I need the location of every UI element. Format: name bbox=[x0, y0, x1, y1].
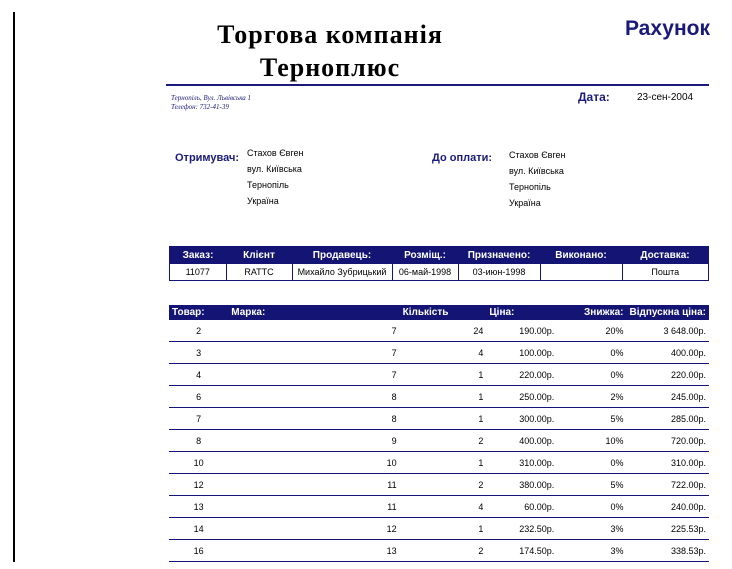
item-brand-cell: 8 bbox=[228, 408, 399, 430]
order-header-row bbox=[170, 247, 709, 264]
recipient-line: Стахов Євген bbox=[247, 148, 304, 158]
order-cell: 03-июн-1998 bbox=[458, 264, 540, 281]
item-row bbox=[169, 408, 709, 430]
order-cell: Пошта bbox=[622, 264, 709, 281]
item-brand-cell: 13 bbox=[228, 540, 399, 562]
item-total-cell: 240.00р. bbox=[626, 496, 709, 518]
order-cell bbox=[540, 264, 622, 281]
order-col-header: Продавець: bbox=[292, 247, 392, 264]
item-discount-cell: 0% bbox=[557, 342, 626, 364]
address-line: Тернопіль, Вул. Львівська 1 bbox=[171, 94, 252, 102]
item-brand-cell: 12 bbox=[228, 518, 399, 540]
item-qty-cell: 4 bbox=[400, 496, 487, 518]
items-col-header: Марка: bbox=[228, 305, 399, 320]
item-product-cell: 2 bbox=[169, 320, 228, 342]
item-price-cell: 174.50р. bbox=[486, 540, 557, 562]
payer-line: Стахов Євген bbox=[509, 150, 566, 160]
item-total-cell: 220.00р. bbox=[626, 364, 709, 386]
document-title: Рахунок bbox=[624, 17, 710, 40]
recipient-line: Тернопіль bbox=[247, 180, 289, 190]
item-row bbox=[169, 430, 709, 452]
item-price-cell: 220.00р. bbox=[486, 364, 557, 386]
item-discount-cell: 3% bbox=[557, 518, 626, 540]
item-discount-cell: 3% bbox=[557, 540, 626, 562]
item-product-cell: 3 bbox=[169, 342, 228, 364]
order-cell: RATTC bbox=[226, 264, 292, 281]
item-total-cell: 225.53р. bbox=[626, 518, 709, 540]
item-product-cell: 12 bbox=[169, 474, 228, 496]
item-price-cell: 60.00р. bbox=[486, 496, 557, 518]
recipient-label: Отримувач: bbox=[175, 152, 240, 164]
item-brand-cell: 7 bbox=[228, 342, 399, 364]
item-brand-cell: 7 bbox=[228, 320, 399, 342]
item-discount-cell: 10% bbox=[557, 430, 626, 452]
item-price-cell: 400.00р. bbox=[486, 430, 557, 452]
payer-label: До оплати: bbox=[432, 152, 493, 164]
item-total-cell: 338.53р. bbox=[626, 540, 709, 562]
payer-address bbox=[509, 147, 566, 211]
items-col-header: Кількість bbox=[400, 305, 487, 320]
date-value: 23-сен-2004 bbox=[637, 92, 694, 103]
payer-line: Україна bbox=[509, 198, 541, 208]
item-qty-cell: 2 bbox=[400, 430, 487, 452]
item-row bbox=[169, 518, 709, 540]
item-qty-cell: 2 bbox=[400, 540, 487, 562]
company-name-line1: Торгова компанія bbox=[217, 20, 443, 49]
item-qty-cell: 1 bbox=[400, 386, 487, 408]
order-col-header: Виконано: bbox=[540, 247, 622, 264]
item-price-cell: 300.00р. bbox=[486, 408, 557, 430]
order-col-header: Клієнт bbox=[226, 247, 292, 264]
recipient-address bbox=[247, 145, 304, 209]
items-body bbox=[169, 320, 709, 562]
items-col-header: Ціна: bbox=[486, 305, 557, 320]
item-product-cell: 6 bbox=[169, 386, 228, 408]
item-discount-cell: 5% bbox=[557, 474, 626, 496]
item-discount-cell: 2% bbox=[557, 386, 626, 408]
item-price-cell: 100.00р. bbox=[486, 342, 557, 364]
item-price-cell: 380.00р. bbox=[486, 474, 557, 496]
company-name bbox=[165, 18, 495, 84]
item-total-cell: 245.00р. bbox=[626, 386, 709, 408]
item-total-cell: 400.00р. bbox=[626, 342, 709, 364]
item-brand-cell: 7 bbox=[228, 364, 399, 386]
payer-line: вул. Київська bbox=[509, 166, 564, 176]
payer-line: Тернопіль bbox=[509, 182, 551, 192]
item-brand-cell: 11 bbox=[228, 474, 399, 496]
item-row bbox=[169, 496, 709, 518]
item-row bbox=[169, 474, 709, 496]
header-divider bbox=[166, 84, 709, 86]
item-qty-cell: 1 bbox=[400, 518, 487, 540]
item-price-cell: 232.50р. bbox=[486, 518, 557, 540]
item-price-cell: 310.00р. bbox=[486, 452, 557, 474]
item-discount-cell: 0% bbox=[557, 364, 626, 386]
item-brand-cell: 11 bbox=[228, 496, 399, 518]
item-brand-cell: 9 bbox=[228, 430, 399, 452]
item-product-cell: 4 bbox=[169, 364, 228, 386]
order-row bbox=[170, 264, 709, 281]
company-address bbox=[171, 94, 251, 112]
item-brand-cell: 8 bbox=[228, 386, 399, 408]
item-discount-cell: 0% bbox=[557, 496, 626, 518]
item-product-cell: 13 bbox=[169, 496, 228, 518]
item-qty-cell: 24 bbox=[400, 320, 487, 342]
order-col-header: Розміщ.: bbox=[392, 247, 458, 264]
items-table bbox=[169, 305, 709, 562]
item-qty-cell: 1 bbox=[400, 408, 487, 430]
item-row bbox=[169, 386, 709, 408]
item-total-cell: 3 648.00р. bbox=[626, 320, 709, 342]
recipient-line: вул. Київська bbox=[247, 164, 302, 174]
item-discount-cell: 5% bbox=[557, 408, 626, 430]
item-qty-cell: 2 bbox=[400, 474, 487, 496]
order-col-header: Призначено: bbox=[458, 247, 540, 264]
item-product-cell: 7 bbox=[169, 408, 228, 430]
page-margin-line bbox=[13, 12, 15, 562]
company-name-line2: Терноплюс bbox=[259, 53, 401, 82]
item-product-cell: 14 bbox=[169, 518, 228, 540]
items-col-header: Товар: bbox=[169, 305, 228, 320]
item-product-cell: 16 bbox=[169, 540, 228, 562]
item-qty-cell: 1 bbox=[400, 364, 487, 386]
item-price-cell: 190.00р. bbox=[486, 320, 557, 342]
item-discount-cell: 20% bbox=[557, 320, 626, 342]
order-cell: 11077 bbox=[170, 264, 227, 281]
item-row bbox=[169, 342, 709, 364]
invoice-page bbox=[165, 0, 710, 569]
items-col-header: Знижка: bbox=[557, 305, 626, 320]
item-total-cell: 285.00р. bbox=[626, 408, 709, 430]
item-total-cell: 720.00р. bbox=[626, 430, 709, 452]
items-header-row bbox=[169, 305, 709, 320]
order-col-header: Доставка: bbox=[622, 247, 709, 264]
phone-line: Телефон: 732-41-39 bbox=[171, 103, 229, 111]
item-brand-cell: 10 bbox=[228, 452, 399, 474]
item-product-cell: 8 bbox=[169, 430, 228, 452]
item-row bbox=[169, 540, 709, 562]
recipient-line: Україна bbox=[247, 196, 279, 206]
item-total-cell: 722.00р. bbox=[626, 474, 709, 496]
items-col-header: Відпускна ціна: bbox=[626, 305, 709, 320]
item-row bbox=[169, 452, 709, 474]
item-product-cell: 10 bbox=[169, 452, 228, 474]
item-discount-cell: 0% bbox=[557, 452, 626, 474]
item-row bbox=[169, 320, 709, 342]
order-cell: Михайло Зубрицький bbox=[292, 264, 392, 281]
item-total-cell: 310.00р. bbox=[626, 452, 709, 474]
date-label: Дата: bbox=[578, 90, 610, 104]
item-row bbox=[169, 364, 709, 386]
order-info-table bbox=[169, 246, 709, 281]
item-qty-cell: 1 bbox=[400, 452, 487, 474]
item-qty-cell: 4 bbox=[400, 342, 487, 364]
order-col-header: Заказ: bbox=[170, 247, 227, 264]
order-cell: 06-май-1998 bbox=[392, 264, 458, 281]
item-price-cell: 250.00р. bbox=[486, 386, 557, 408]
